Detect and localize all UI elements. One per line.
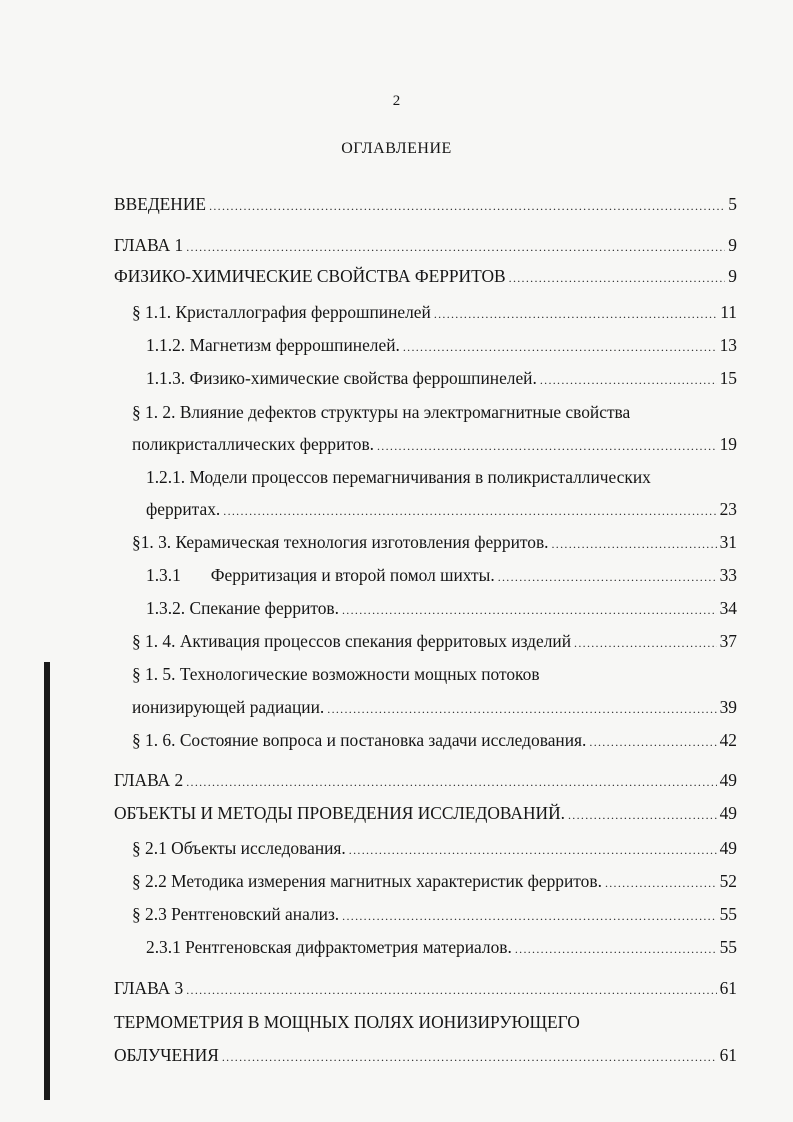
- leader-dots: [540, 368, 717, 392]
- toc-entry-page: 23: [719, 499, 737, 519]
- toc-entry-label: 2.3.1 Рентгеновская дифрактометрия материалов.: [146, 937, 512, 957]
- toc-entry-page: 31: [719, 532, 737, 552]
- toc-entry-chapter-1: [114, 233, 737, 257]
- toc-entry-section-2-2: [132, 869, 737, 893]
- toc-entry-page: 52: [719, 871, 737, 891]
- toc-entry-label: ГЛАВА 3: [114, 978, 184, 998]
- leader-dots: [498, 565, 717, 589]
- toc-entry-label: 1.1.3. Физико-химические свойства феррошпинелей.: [146, 368, 537, 388]
- leader-dots: [589, 730, 716, 754]
- leader-dots: [515, 937, 717, 961]
- toc-entry-page: 61: [719, 1045, 737, 1065]
- leader-dots: [434, 302, 717, 326]
- toc-entry-label: ФИЗИКО-ХИМИЧЕСКИЕ СВОЙСТВА ФЕРРИТОВ: [114, 266, 506, 286]
- toc-entry-page: 55: [719, 904, 737, 924]
- toc-entry-subsection-1-3-2: [146, 596, 737, 620]
- toc-entry-page: 39: [719, 697, 737, 717]
- toc-entry-label: ОБЪЕКТЫ И МЕТОДЫ ПРОВЕДЕНИЯ ИССЛЕДОВАНИЙ.: [114, 803, 565, 823]
- toc-entry-label: [146, 563, 495, 587]
- leader-dots: [605, 871, 717, 895]
- leader-dots: [509, 266, 726, 290]
- toc-entry-label: § 2.1 Объекты исследования.: [132, 838, 346, 858]
- toc-entry-label: § 1. 2. Влияние дефектов структуры на электромагнитные свойства: [132, 402, 631, 422]
- toc-entry-label: § 1.1. Кристаллография феррошпинелей: [132, 302, 431, 322]
- leader-dots: [186, 235, 725, 259]
- toc-entry-section-1-5-line2: [132, 695, 737, 719]
- page-number: 2: [392, 93, 401, 109]
- toc-entry-label: поликристаллических ферритов.: [132, 434, 374, 454]
- toc-entry-section-1-2-line2: [132, 432, 737, 456]
- toc-entry-section-1-1: [132, 300, 737, 324]
- toc-entry-page: 9: [728, 266, 737, 286]
- toc-entry-subsection-1-1-2: [146, 333, 737, 357]
- toc-entry-section-1-4: [132, 629, 737, 653]
- toc-entry-label: ГЛАВА 1: [114, 235, 184, 255]
- toc-entry-label: 1.1.2. Магнетизм феррошпинелей.: [146, 335, 400, 355]
- toc-entry-label: § 1. 5. Технологические возможности мощных потоков: [132, 664, 540, 684]
- leader-dots: [568, 803, 717, 827]
- leader-dots: [349, 838, 717, 862]
- toc-entry-page: 61: [719, 978, 737, 998]
- leader-dots: [223, 499, 716, 523]
- toc-entry-chapter-3-title-line2: [114, 1043, 737, 1067]
- toc-entry-label: §1. 3. Керамическая технология изготовления ферритов.: [132, 532, 549, 552]
- leader-dots: [186, 770, 716, 794]
- toc-title: ОГЛАВЛЕНИЕ: [341, 140, 452, 157]
- leader-dots: [574, 631, 717, 655]
- toc-entry-chapter-3: [114, 976, 737, 1000]
- leader-dots: [377, 434, 717, 458]
- toc-entry-chapter-2-title: [114, 801, 737, 825]
- toc-entry-label: ВВЕДЕНИЕ: [114, 194, 207, 214]
- toc-entry-page: 19: [719, 434, 737, 454]
- toc-entry-page: 49: [719, 770, 737, 790]
- toc-entry-section-2-3: [132, 902, 737, 926]
- toc-entry-page: 49: [719, 838, 737, 858]
- leader-dots: [186, 978, 716, 1002]
- toc-entry-label: § 2.2 Методика измерения магнитных характеристик ферритов.: [132, 871, 602, 891]
- leader-dots: [552, 532, 717, 556]
- toc-entry-page: 37: [719, 631, 737, 651]
- toc-entry-page: 55: [719, 937, 737, 957]
- toc-entry-label: 1.2.1. Модели процессов перемагничивания в поликристаллических: [146, 467, 651, 487]
- toc-entry-section-1-5-line1: [132, 662, 540, 686]
- leader-dots: [327, 697, 716, 721]
- toc-entry-section-1-2-line1: [132, 400, 630, 424]
- toc-entry-page: 15: [719, 368, 737, 388]
- leader-dots: [342, 904, 716, 928]
- toc-entry-page: 13: [719, 335, 737, 355]
- toc-entry-label: ферритах.: [146, 499, 221, 519]
- toc-entry-label: ионизирующей радиации.: [132, 697, 325, 717]
- toc-entry-page: 9: [728, 235, 737, 255]
- toc-entry-number: 1.3.1: [146, 565, 181, 585]
- toc-entry-chapter-2: [114, 768, 737, 792]
- toc-entry-label: ТЕРМОМЕТРИЯ В МОЩНЫХ ПОЛЯХ ИОНИЗИРУЮЩЕГО: [114, 1012, 580, 1032]
- toc-entry-subsection-2-3-1: [146, 935, 737, 959]
- leader-dots: [222, 1045, 717, 1069]
- toc-entry-label: ОБЛУЧЕНИЯ: [114, 1045, 219, 1065]
- toc-entry-label: 1.3.2. Спекание ферритов.: [146, 598, 339, 618]
- toc-entry-chapter-3-title-line1: [114, 1010, 580, 1034]
- toc-entry-page: 33: [719, 565, 737, 585]
- toc-entry-label: § 1. 6. Состояние вопроса и постановка задачи исследования.: [132, 730, 587, 750]
- toc-entry-text: Ферритизация и второй помол шихты.: [210, 565, 495, 585]
- leader-dots: [403, 335, 717, 359]
- toc-entry-page: 42: [719, 730, 737, 750]
- toc-entry-label: § 1. 4. Активация процессов спекания ферритовых изделий: [132, 631, 572, 651]
- toc-entry-subsection-1-3-1: [146, 563, 737, 587]
- toc-entry-label: § 2.3 Рентгеновский анализ.: [132, 904, 340, 924]
- leader-dots: [342, 598, 717, 622]
- toc-entry-label: ГЛАВА 2: [114, 770, 184, 790]
- toc-entry-page: 49: [719, 803, 737, 823]
- toc-entry-section-1-3: [132, 530, 737, 554]
- toc-entry-chapter-1-title: [114, 264, 737, 288]
- toc-entry-page: 5: [728, 194, 737, 214]
- toc-entry-section-1-6: [132, 728, 737, 752]
- toc-entry-introduction: [114, 192, 737, 216]
- toc-entry-subsection-1-1-3: [146, 366, 737, 390]
- toc-entry-subsection-1-2-1-line1: [146, 465, 651, 489]
- toc-entry-page: 34: [719, 598, 737, 618]
- toc-entry-section-2-1: [132, 836, 737, 860]
- scan-edge-line: [44, 662, 50, 1100]
- toc-entry-subsection-1-2-1-line2: [146, 497, 737, 521]
- leader-dots: [209, 194, 725, 218]
- toc-entry-page: 11: [720, 302, 737, 322]
